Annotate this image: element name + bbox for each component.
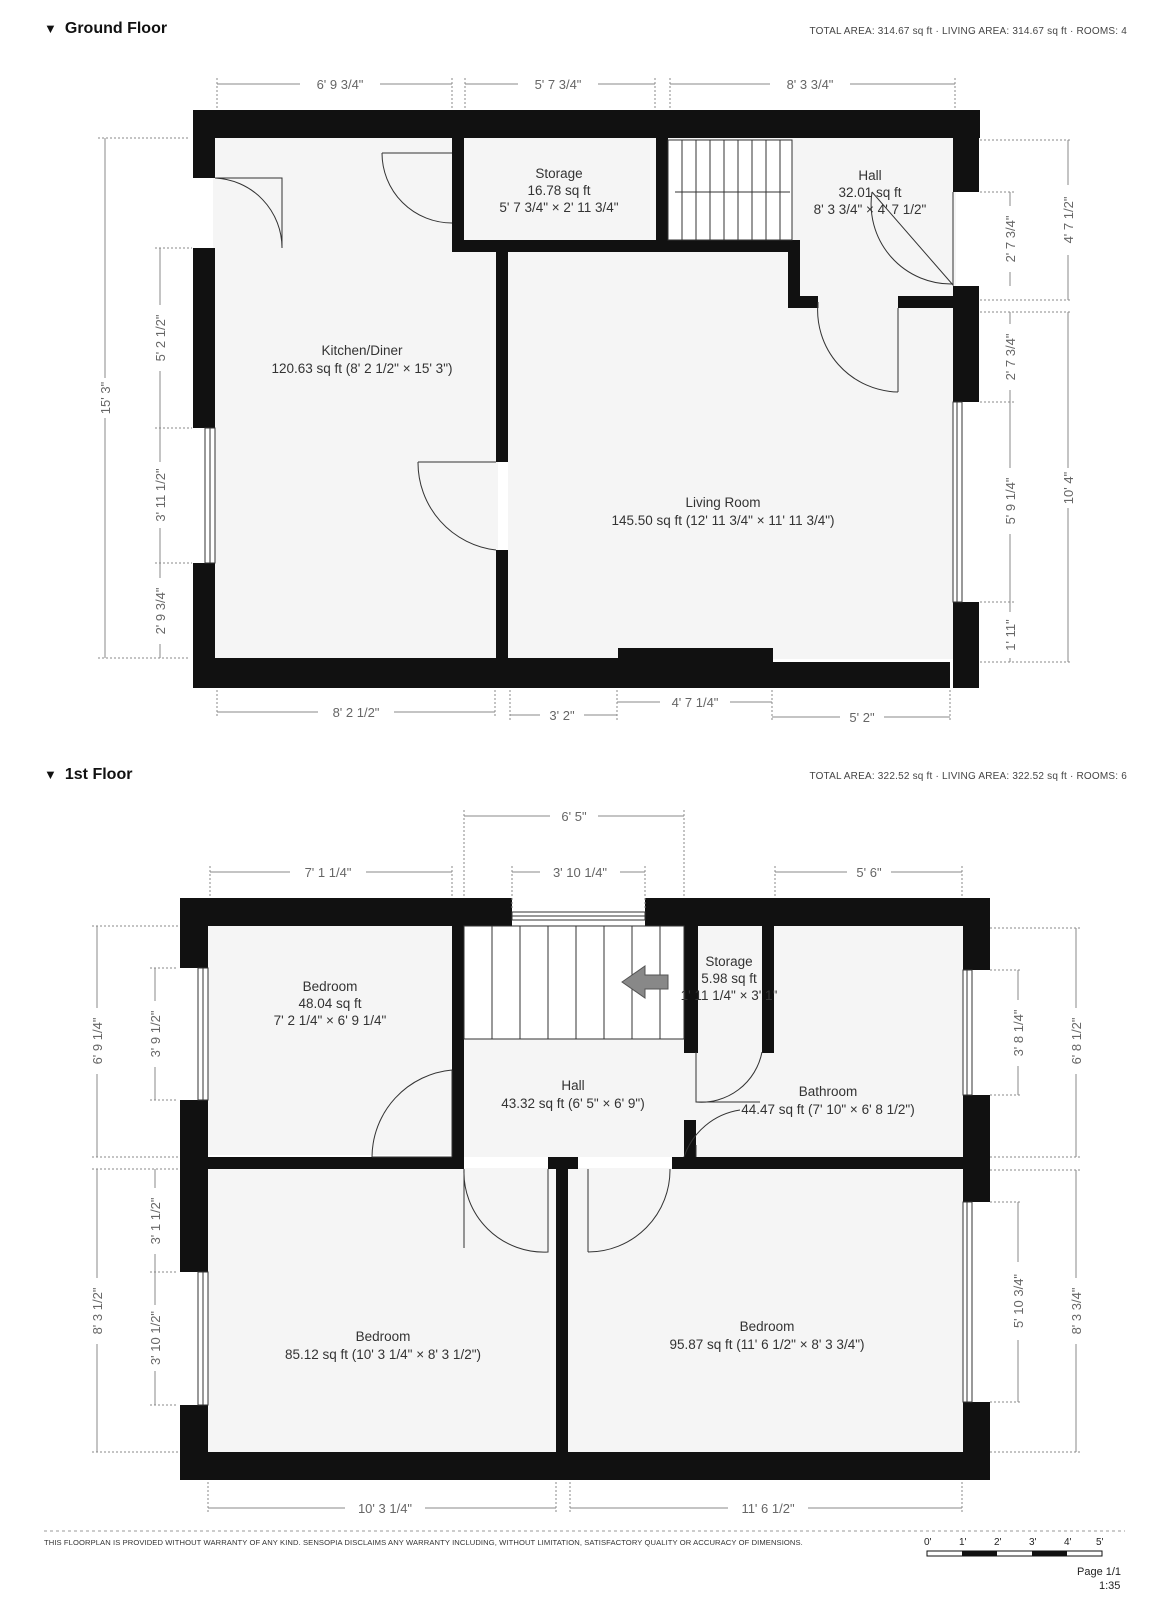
dim-1st-left-1: 3' 9 1/2" [148, 1010, 163, 1058]
bedroom1-dims: 7' 2 1/4" × 6' 9 1/4" [273, 1013, 387, 1028]
dim-1st-bottom-2: 11' 6 1/2" [741, 1501, 795, 1516]
storage1st-dims: 1' 11 1/4" × 3' 1" [680, 988, 778, 1003]
storage1st-name: Storage [705, 954, 753, 969]
living-name: Living Room [685, 495, 761, 510]
disclaimer-text: THIS FLOORPLAN IS PROVIDED WITHOUT WARRANTY OF ANY KIND. SENSOPIA DISCLAIMS ANY WARRANTY INCLUDING, WITHOUT LIMITATION, SATISFACTORY QUALITY OR ACCURACY OF DIMENSIONS. [44, 1538, 803, 1547]
scale-label-1: 1' [959, 1537, 967, 1548]
scale-label-0: 0' [924, 1537, 932, 1548]
hall1st-name: Hall [561, 1078, 585, 1093]
dim-top-1: 6' 9 3/4" [316, 77, 364, 92]
dim-bottom-2: 3' 2" [549, 708, 575, 723]
collapse-triangle-icon: ▼ [44, 21, 57, 36]
first-floor-plan [89, 808, 1084, 1516]
hall-dims: 8' 3 3/4" × 4' 7 1/2" [813, 202, 927, 217]
storage-area: 16.78 sq ft [527, 183, 591, 198]
dim-top-2: 5' 7 3/4" [534, 77, 582, 92]
dim-left-3: 2' 9 3/4" [153, 587, 168, 635]
dim-1st-right-outer-1: 6' 8 1/2" [1069, 1017, 1084, 1065]
hall-name: Hall [858, 168, 882, 183]
dim-bottom-3: 4' 7 1/4" [671, 695, 719, 710]
dim-1st-left-2: 3' 1 1/2" [148, 1197, 163, 1245]
bathroom-detail: 44.47 sq ft (7' 10" × 6' 8 1/2") [741, 1102, 915, 1117]
scale-label-5: 5' [1096, 1537, 1104, 1548]
storage1st-area: 5.98 sq ft [701, 971, 757, 986]
collapse-triangle-icon: ▼ [44, 767, 57, 782]
ground-floor-stats: TOTAL AREA: 314.67 sq ft · LIVING AREA: 314.67 sq ft · ROOMS: 4 [809, 26, 1127, 37]
bedroom2-name: Bedroom [355, 1329, 411, 1344]
dim-1st-top-outer: 6' 5" [561, 809, 587, 824]
dim-1st-bottom-1: 10' 3 1/4" [357, 1501, 413, 1516]
dim-bottom-4: 5' 2" [849, 710, 875, 725]
page-number: Page 1/1 [1077, 1566, 1122, 1578]
dim-right-4: 1' 11" [1003, 619, 1018, 651]
dim-bottom-1: 8' 2 1/2" [332, 705, 380, 720]
bedroom3-floor [568, 1168, 963, 1453]
dim-1st-top-2: 3' 10 1/4" [552, 865, 608, 880]
living-floor [508, 252, 953, 659]
first-floor-title: 1st Floor [64, 766, 133, 783]
ground-floor-title: Ground Floor [64, 20, 168, 37]
dim-1st-top-3: 5' 6" [856, 865, 882, 880]
bedroom1-name: Bedroom [302, 979, 358, 994]
bedroom1-area: 48.04 sq ft [298, 996, 362, 1011]
dim-1st-right-2: 5' 10 3/4" [1011, 1273, 1026, 1329]
bedroom1-floor [208, 925, 460, 1155]
storage-name: Storage [535, 166, 583, 181]
dim-right-3: 5' 9 1/4" [1003, 477, 1018, 525]
dim-1st-left-outer-2: 8' 3 1/2" [90, 1287, 105, 1335]
bedroom2-floor [208, 1168, 558, 1453]
scale-label-3: 3' [1029, 1537, 1037, 1548]
scale-label-4: 4' [1064, 1537, 1072, 1548]
storage-dims: 5' 7 3/4" × 2' 11 3/4" [499, 200, 619, 215]
scale-ratio: 1:35 [1099, 1580, 1121, 1592]
dim-top-3: 8' 3 3/4" [786, 77, 834, 92]
kitchen-name: Kitchen/Diner [321, 343, 403, 358]
dim-left-2: 3' 11 1/2" [153, 468, 168, 522]
dim-right-outer-2: 10' 4" [1061, 471, 1076, 505]
dim-1st-right-outer-2: 8' 3 3/4" [1069, 1287, 1084, 1335]
ground-floor-plan [97, 75, 1076, 725]
scale-bar [927, 1551, 1102, 1556]
living-detail: 145.50 sq ft (12' 11 3/4" × 11' 11 3/4") [611, 513, 835, 528]
dim-left-1: 5' 2 1/2" [153, 314, 168, 362]
kitchen-detail: 120.63 sq ft (8' 2 1/2" × 15' 3") [271, 361, 453, 376]
bedroom3-detail: 95.87 sq ft (11' 6 1/2" × 8' 3 3/4") [669, 1337, 865, 1352]
dim-right-outer-1: 4' 7 1/2" [1061, 196, 1076, 244]
bedroom2-detail: 85.12 sq ft (10' 3 1/4" × 8' 3 1/2") [285, 1347, 481, 1362]
hall-area: 32.01 sq ft [838, 185, 902, 200]
dim-right-2: 2' 7 3/4" [1003, 333, 1018, 381]
dim-1st-right-1: 3' 8 1/4" [1011, 1009, 1026, 1057]
dim-left-outer: 15' 3" [98, 381, 113, 415]
first-floor-stats: TOTAL AREA: 322.52 sq ft · LIVING AREA: 322.52 sq ft · ROOMS: 6 [809, 771, 1127, 782]
ground-stairs [668, 140, 792, 240]
bedroom3-name: Bedroom [739, 1319, 795, 1334]
scale-label-2: 2' [994, 1537, 1002, 1548]
dim-1st-left-3: 3' 10 1/2" [148, 1310, 163, 1366]
dim-1st-left-outer-1: 6' 9 1/4" [90, 1017, 105, 1065]
dim-1st-top-1: 7' 1 1/4" [304, 865, 352, 880]
hall1st-detail: 43.32 sq ft (6' 5" × 6' 9") [501, 1096, 645, 1111]
bathroom-name: Bathroom [798, 1084, 858, 1099]
dim-right-1: 2' 7 3/4" [1003, 215, 1018, 263]
